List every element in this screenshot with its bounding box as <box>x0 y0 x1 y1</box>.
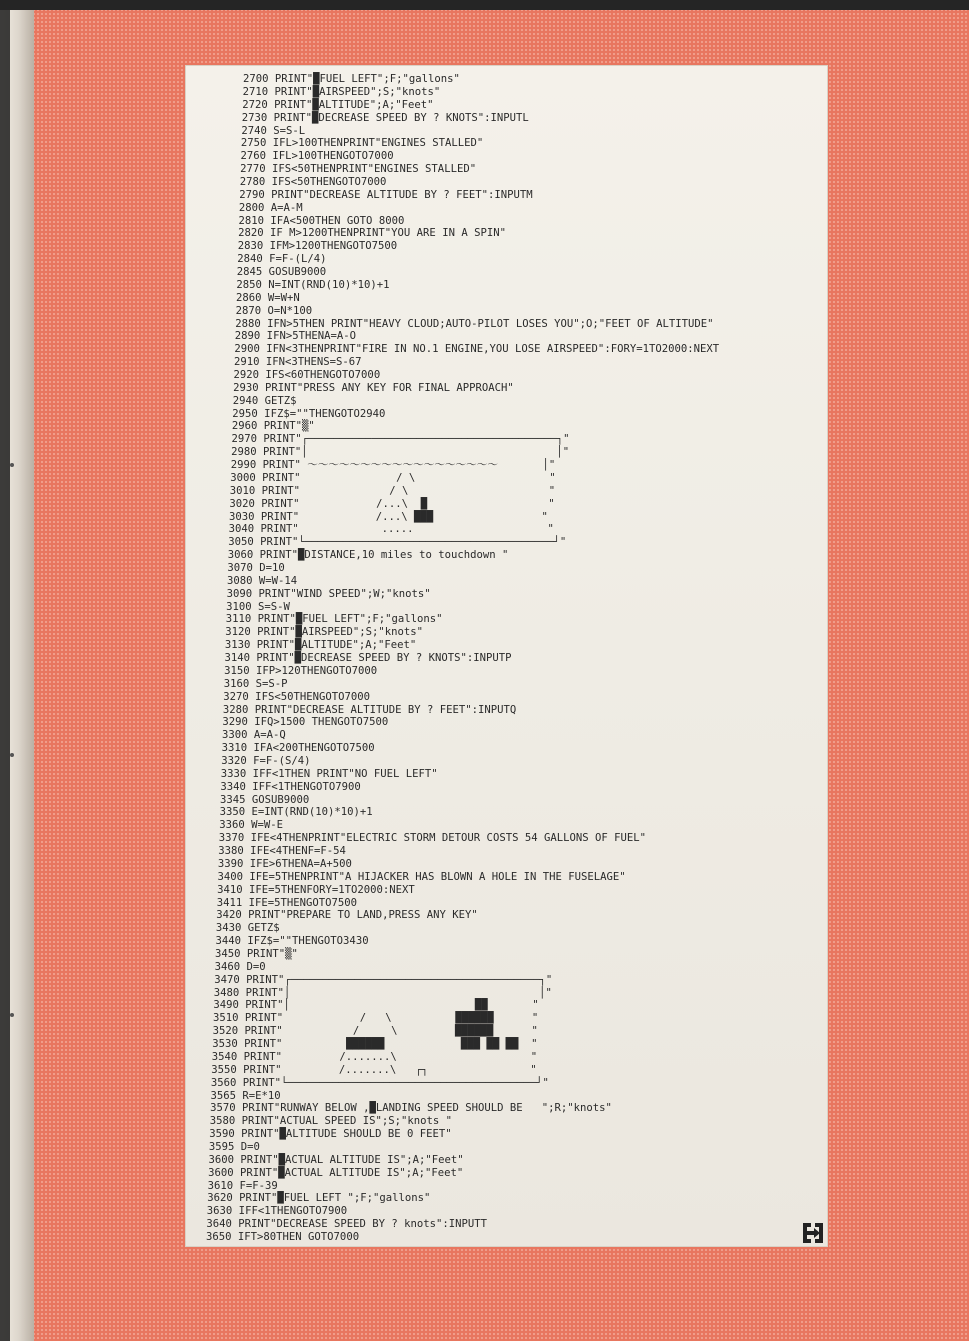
listing-line: 3130 PRINT"█ALTITUDE";A;"Feet" <box>224 639 417 652</box>
listing-line: 2850 N=INT(RND(10)*10)+1 <box>236 278 390 291</box>
listing-line: 2870 O=N*100 <box>235 304 313 317</box>
listing-line: 3080 W=W-14 <box>227 574 298 587</box>
listing-line: 3410 IFE=5THENFORY=1TO2000:NEXT <box>217 883 415 896</box>
listing-line: 3640 PRINT"DECREASE SPEED BY ? knots":INPUTT <box>206 1218 488 1231</box>
listing-line: 3600 PRINT"█ACTUAL ALTITUDE IS";A;"Feet" <box>208 1166 464 1179</box>
listing-line: 2860 W=W+N <box>236 291 300 304</box>
binding-hole <box>10 463 14 467</box>
listing-line: 3020 PRINT" /...\ █ " <box>229 497 555 510</box>
listing-line: 2760 IFL>100THENGOTO7000 <box>240 150 394 163</box>
listing-line: 3620 PRINT"█FUEL LEFT ";F;"gallons" <box>207 1192 431 1205</box>
listing-line: 3610 F=F-39 <box>207 1179 278 1192</box>
listing-line: 3420 PRINT"PREPARE TO LAND,PRESS ANY KEY" <box>216 909 478 922</box>
listing-line: 3650 IFT>80THEN GOTO7000 <box>206 1231 360 1243</box>
listing-line: 3000 PRINT" / \ " <box>230 471 556 484</box>
listing-line: 3320 F=F-(S/4) <box>221 754 311 767</box>
listing-line: 3510 PRINT" / \ ██████ " <box>213 1012 539 1025</box>
listing-line: 2800 A=A-M <box>238 201 303 214</box>
arrow-right-bracket-icon <box>801 1221 825 1245</box>
listing-line: 2770 IFS<50THENPRINT"ENGINES STALLED" <box>240 163 477 176</box>
listing-sheet <box>186 66 827 1246</box>
listing-line: 2980 PRINT"│ │" <box>231 446 570 459</box>
listing-line: 3550 PRINT" /.......\ ┌┐ " <box>211 1063 537 1076</box>
listing-line: 3360 W=W-E <box>219 819 283 832</box>
listing-line: 3040 PRINT" ..... " <box>228 523 554 536</box>
listing-line: 3030 PRINT" /...\ ███ " <box>229 510 548 523</box>
listing-line: 3400 IFE=5THENPRINT"A HIJACKER HAS BLOWN A HOLE IN THE FUSELAGE" <box>217 870 626 883</box>
listing-line: 3150 IFP>120THENGOTO7000 <box>224 664 378 677</box>
listing-line: 3290 IFQ>1500 THENGOTO7500 <box>222 716 389 729</box>
listing-line: 3565 R=E*10 <box>210 1089 281 1102</box>
binding-spine <box>0 0 34 1341</box>
listing-line: 3330 IFF<1THEN PRINT"NO FUEL LEFT" <box>220 767 438 780</box>
listing-line: 3060 PRINT"█DISTANCE,10 miles to touchdown " <box>227 549 509 562</box>
listing-line: 2950 IFZ$=""THENGOTO2940 <box>232 407 386 420</box>
listing-line: 3345 GOSUB9000 <box>220 793 310 806</box>
listing-line: 3430 GETZ$ <box>215 922 280 935</box>
listing-line: 3310 IFA<200THENGOTO7500 <box>221 742 375 755</box>
listing-line: 3120 PRINT"█AIRSPEED";S;"knots" <box>225 626 424 639</box>
listing-line: 2820 IF M>1200THENPRINT"YOU ARE IN A SPIN" <box>238 227 506 240</box>
listing-line: 2840 F=F-(L/4) <box>237 253 327 266</box>
listing-line: 2900 IFN<3THENPRINT"FIRE IN NO.1 ENGINE,YOU LOSE AIRSPEED":FORY=1TO2000:NEXT <box>234 343 720 356</box>
listing-line: 3520 PRINT" / \ ██████ " <box>212 1025 538 1038</box>
listing-line: 2830 IFM>1200THENGOTO7500 <box>237 240 398 253</box>
listing-line: 2890 IFN>5THENA=A-O <box>234 330 356 343</box>
listing-line: 2730 PRINT"█DECREASE SPEED BY ? KNOTS":INPUTL <box>241 111 529 124</box>
listing-line: 3350 E=INT(RND(10)*10)+1 <box>219 806 373 819</box>
listing-line: 3110 PRINT"█FUEL LEFT";F;"gallons" <box>225 613 443 626</box>
listing-line: 3530 PRINT" ██████ ███ ██ ██ " <box>212 1038 538 1050</box>
listing-line: 3580 PRINT"ACTUAL SPEED IS";S;"knots " <box>209 1115 453 1128</box>
listing-line: 2790 PRINT"DECREASE ALTITUDE BY ? FEET":INPUTM <box>239 188 533 201</box>
listing-line: 3390 IFE>6THENA=A+500 <box>217 857 352 870</box>
listing-line: 3090 PRINT"WIND SPEED";W;"knots" <box>226 587 431 600</box>
listing-line: 3440 IFZ$=""THENGOTO3430 <box>215 935 369 948</box>
listing-line: 2720 PRINT"█ALTITUDE";A;"Feet" <box>242 98 434 111</box>
listing-line: 2970 PRINT"┌───────────────────────────────────────┐" <box>231 433 570 446</box>
listing-line: 2930 PRINT"PRESS ANY KEY FOR FINAL APPROACH" <box>233 381 514 394</box>
binding-hole <box>10 1013 14 1017</box>
listing-line: 3140 PRINT"█DECREASE SPEED BY ? KNOTS":INPUTP <box>224 652 512 664</box>
listing-line: 3300 A=A-Q <box>222 729 286 742</box>
listing-line: 2700 PRINT"█FUEL LEFT";F;"gallons" <box>243 73 460 85</box>
listing-line: 2810 IFA<500THEN GOTO 8000 <box>238 214 405 227</box>
listing-line: 3630 IFF<1THENGOTO7900 <box>206 1205 348 1218</box>
listing-line: 3050 PRINT"└───────────────────────────────────────┘" <box>228 536 567 549</box>
listing-line: 3100 S=S-W <box>226 600 290 613</box>
listing-line: 2780 IFS<50THENGOTO7000 <box>239 175 387 188</box>
listing-line: 2740 S=S-L <box>241 124 306 137</box>
listing-line: 3470 PRINT"┌───────────────────────────────────────┐" <box>214 973 553 986</box>
listing-line: 2710 PRINT"█AIRSPEED";S;"knots" <box>242 85 441 98</box>
listing-line: 3540 PRINT" /.......\ " <box>211 1050 538 1063</box>
listing-line: 2990 PRINT" 〜〜〜〜〜〜〜〜〜〜〜〜〜〜〜〜〜〜 │" <box>230 459 556 471</box>
listing-line: 2920 IFS<60THENGOTO7000 <box>233 368 381 381</box>
listing-line: 3600 PRINT"█ACTUAL ALTITUDE IS";A;"Feet" <box>208 1153 464 1166</box>
listing-line: 3590 PRINT"█ALTITUDE SHOULD BE 0 FEET" <box>209 1128 452 1141</box>
listing-line: 2880 IFN>5THEN PRINT"HEAVY CLOUD;AUTO-PILOT LOSES YOU";O;"FEET OF ALTITUDE" <box>235 317 714 330</box>
listing-line: 3160 S=S-P <box>223 677 288 690</box>
listing-line: 2845 GOSUB9000 <box>236 266 327 278</box>
listing-line: 3370 IFE<4THENPRINT"ELECTRIC STORM DETOUR COSTS 54 GALLONS OF FUEL" <box>218 832 647 845</box>
listing-line: 3010 PRINT" / \ " <box>229 484 556 497</box>
listing-line: 3380 IFE<4THENF=F-54 <box>218 845 346 857</box>
listing-line: 3595 D=0 <box>208 1140 260 1153</box>
listing-line: 3070 D=10 <box>227 561 285 574</box>
listing-line: 3490 PRINT"│ ██ " <box>213 999 539 1012</box>
listing-line: 3560 PRINT"└───────────────────────────────────────┘" <box>210 1076 549 1089</box>
listing-line: 3411 IFE=5THENGOTO7500 <box>216 896 358 909</box>
listing-line: 2940 GETZ$ <box>232 394 297 407</box>
listing-line: 2960 PRINT"▒" <box>231 420 315 433</box>
listing-line: 3570 PRINT"RUNWAY BELOW ,█LANDING SPEED SHOULD BE ";R;"knots" <box>210 1102 612 1115</box>
listing-line: 2750 IFL>100THENPRINT"ENGINES STALLED" <box>240 137 484 150</box>
listing-line: 3460 D=0 <box>214 960 266 973</box>
top-edge-strip <box>0 0 969 10</box>
listing-line: 3480 PRINT"│ │" <box>213 986 552 999</box>
listing-line: 2910 IFN<3THENS=S-67 <box>234 356 362 369</box>
listing-line: 3450 PRINT"▒" <box>215 947 298 960</box>
binding-hole <box>10 753 14 757</box>
listing-line: 3280 PRINT"DECREASE ALTITUDE BY ? FEET":INPUTQ <box>222 703 517 716</box>
listing-line: 3340 IFF<1THENGOTO7900 <box>220 780 361 793</box>
listing-line: 3270 IFS<50THENGOTO7000 <box>223 690 370 703</box>
